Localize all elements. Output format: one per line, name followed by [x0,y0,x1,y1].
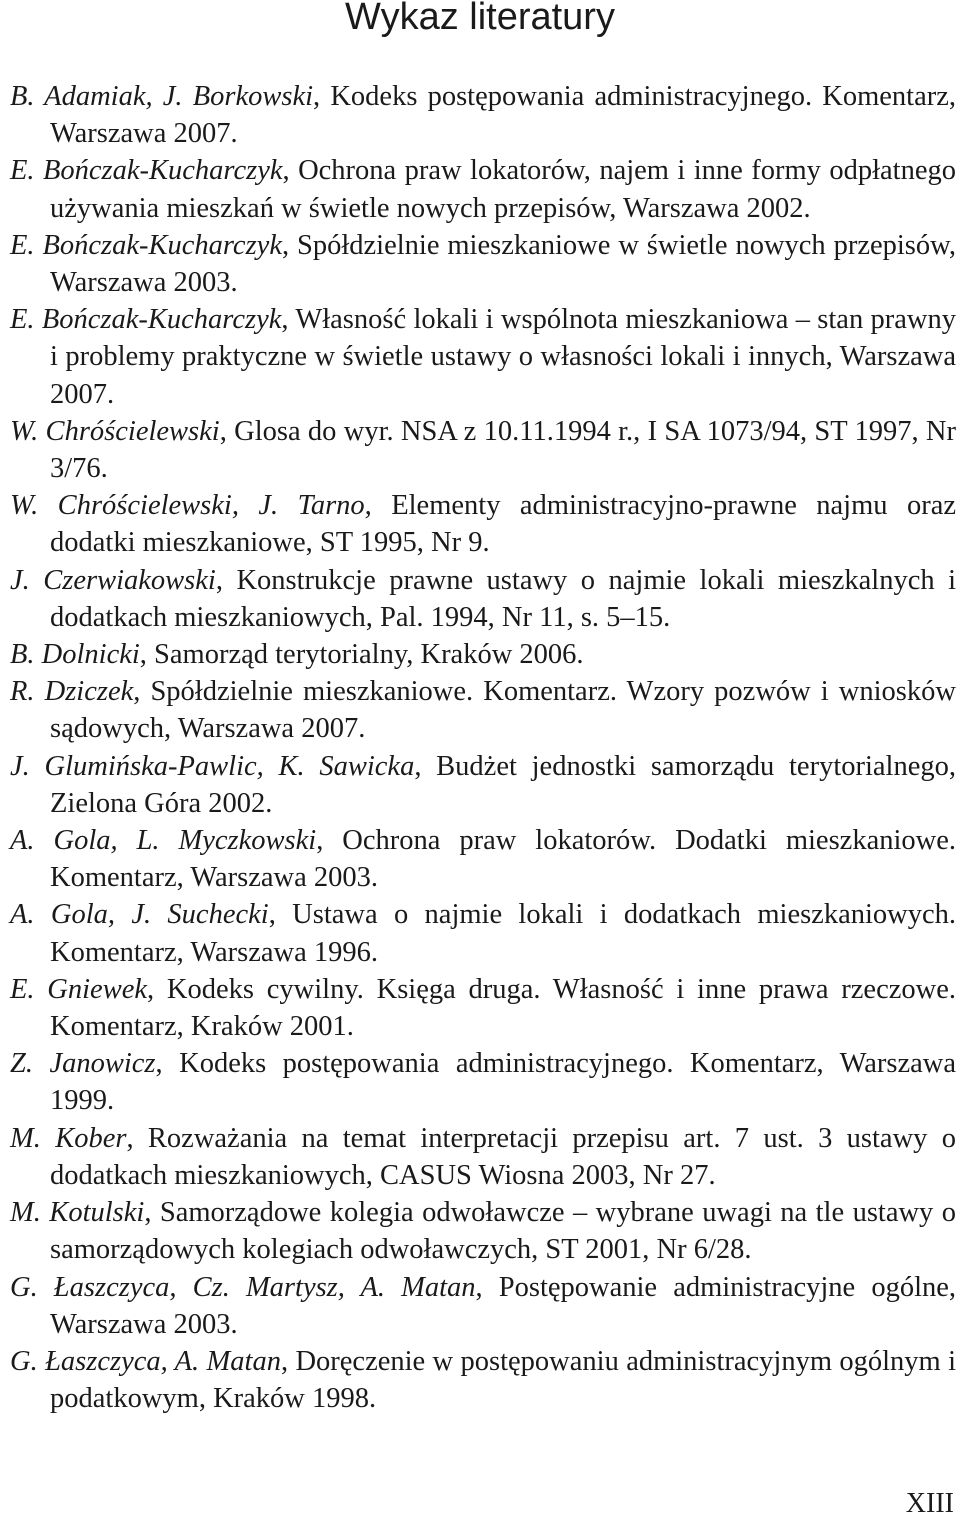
entry-author: M. Kober [10,1122,127,1154]
bibliography-list [10,78,956,1417]
entry-text: , Ustawa o najmie lokali i dodatkach mieszkaniowych. Komentarz, Warszawa 1996. [50,899,957,968]
entry-author: W. Chróścielewski [10,415,220,447]
bibliography-entry [10,673,956,747]
page-number: XIII [905,1488,954,1519]
entry-text: , Samorządowe kolegia odwoławcze – wybrane uwagi na tle ustawy o samorządowych kolegiach odwoławczych, ST 2001, Nr 6/28. [50,1197,956,1266]
entry-text: , Samorząd terytorialny, Kraków 2006. [139,639,584,671]
entry-text: , Postępowanie administracyjne ogólne, Warszawa 2003. [50,1271,957,1340]
entry-text: , Kodeks postępowania administracyjnego. Komentarz, Warszawa 2007. [50,81,956,150]
bibliography-entry [10,413,956,487]
bibliography-entry [10,971,956,1045]
entry-author: J. Glumińska-Pawlic, K. Sawicka [10,750,415,782]
bibliography-entry [10,152,956,226]
entry-author: E. Gniewek [10,973,148,1005]
bibliography-entry [10,1194,956,1268]
bibliography-entry [10,1343,956,1417]
bibliography-entry [10,562,956,636]
bibliography-entry [10,822,956,896]
entry-author: A. Gola, J. Suchecki [10,899,269,931]
entry-author: A. Gola, L. Myczkowski [10,825,317,857]
bibliography-entry [10,78,956,152]
entry-author: Z. Janowicz [10,1048,156,1080]
entry-author: B. Dolnicki [10,639,140,671]
entry-text: , Konstrukcje prawne ustawy o najmie lokali mieszkalnych i dodatkach mieszkaniowych, Pal. 1994, Nr 11, s. 5–15. [50,564,956,633]
bibliography-entry [10,636,956,673]
entry-text: , Doręczenie w postępowaniu administracyjnym ogólnym i podatkowym, Kraków 1998. [50,1345,956,1415]
entry-author: G. Łaszczyca, A. Matan [10,1345,281,1377]
entry-author: G. Łaszczyca, Cz. Martysz, A. Matan [10,1271,476,1303]
entry-text: , Budżet jednostki samorządu terytorialnego, Zielona Góra 2002. [50,750,956,819]
entry-text: , Rozważania na temat interpretacji przepisu art. 7 ust. 3 ustawy o dodatkach mieszkaniowych, CASUS Wiosna 2003, Nr 27. [50,1122,956,1191]
entry-text: , Glosa do wyr. NSA z 10.11.1994 r., I SA 1073/94, ST 1997, Nr 3/76. [50,415,956,485]
entry-author: B. Adamiak, J. Borkowski [10,81,314,112]
bibliography-entry [10,1120,956,1194]
bibliography-entry [10,487,956,561]
entry-text: Elementy administracyjno-prawne najmu oraz dodatki mieszkaniowe, ST 1995, Nr 9. [50,490,956,559]
entry-author: R. Dziczek [10,676,134,708]
entry-text: , Kodeks postępowania administracyjnego. Komentarz, Warszawa 1999. [50,1048,956,1117]
entry-author: M. Kotulski [10,1197,145,1229]
entry-author: W. Chróścielewski, J. Tarno, [10,490,372,522]
page-title: Wykaz literatury [345,0,615,38]
entry-author: E. Bończak-Kucharczyk [10,155,283,187]
bibliography-entry [10,301,956,413]
entry-text: , Ochrona praw lokatorów. Dodatki mieszkaniowe. Komentarz, Warszawa 2003. [50,825,956,894]
entry-author: E. Bończak-Kucharczyk [10,304,282,336]
entry-text: , Ochrona praw lokatorów, najem i inne formy odpłatnego używania mieszkań w świetle nowych przepisów, Warszawa 2002. [50,155,956,224]
entry-text: , Własność lokali i wspólnota mieszkaniowa – stan prawny i problemy praktyczne w świetle ustawy o własności lokali i innych, Warszawa 2007. [50,304,956,410]
bibliography-entry [10,1269,956,1343]
bibliography-entry [10,227,956,301]
bibliography-entry [10,896,956,970]
entry-author: E. Bończak-Kucharczyk [10,229,282,261]
bibliography-entry [10,1045,956,1119]
bibliography-entry [10,748,956,822]
entry-text: , Spółdzielnie mieszkaniowe w świetle nowych przepisów, Warszawa 2003. [50,229,956,299]
entry-text: , Kodeks cywilny. Księga druga. Własność i inne prawa rzeczowe. Komentarz, Kraków 2001. [50,973,956,1043]
entry-text: , Spółdzielnie mieszkaniowe. Komentarz. Wzory pozwów i wniosków sądowych, Warszawa 2007. [50,676,956,745]
entry-author: J. Czerwiakowski [10,564,216,596]
